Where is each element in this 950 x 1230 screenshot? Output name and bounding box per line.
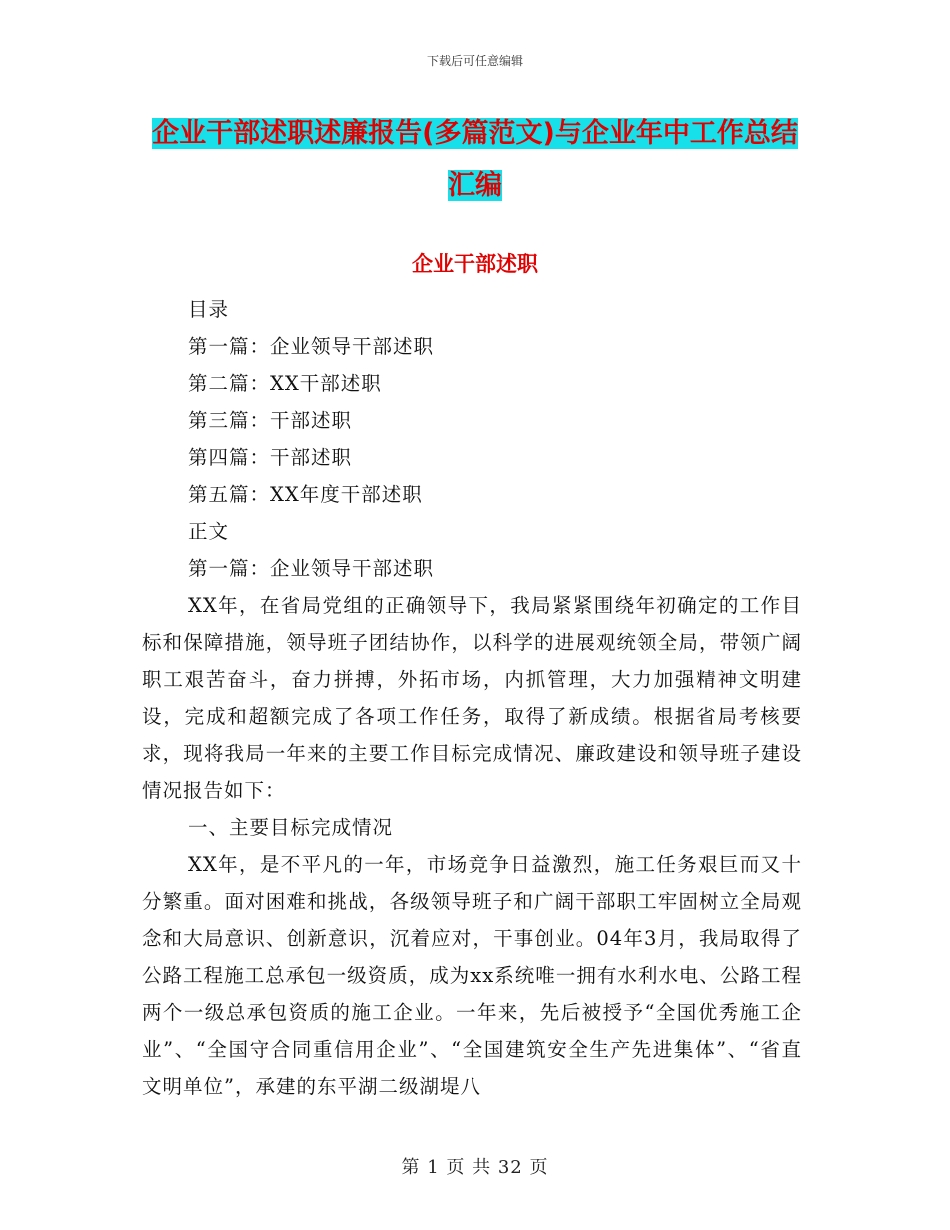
header-note: 下载后可任意编辑 — [426, 54, 523, 68]
paragraph: XX年，是不平凡的一年，市场竞争日益激烈，施工任务艰巨而又十分繁重。面对困难和挑战，各级领导班子和广阔干部职工牢固树立全局观念和大局意识、创新意识，沉着应对，干事创业。04年3月，我局取得了公路工程施工总承包一级资质，成为xx系统唯一拥有水利水电、公路工程两个一级总承包资质的施工企业。一年来，先后被授予“全国优秀施工企业”、“全国守合同重信用企业”、“全国建筑安全生产先进集体”、“省直文明单位”，承建的东平湖二级湖堤八 — [142, 853, 802, 1098]
paragraph: XX年，在省局党组的正确领导下，我局紧紧围绕年初确定的工作目标和保障措施，领导班子团结协作，以科学的进展观统领全局，带领广阔职工艰苦奋斗，奋力拼搏，外拓市场，内抓管理，大力加强精神文明建设，完成和超额完成了各项工作任务，取得了新成绩。根据省局考核要求，现将我局一年来的主要工作目标完成情况、廉政建设和领导班子建设情况报告如下： — [142, 594, 802, 802]
section-title: 企业干部述职 — [412, 252, 538, 276]
toc-heading: 目录 — [188, 298, 230, 321]
toc-item: 第一篇：企业领导干部述职 — [188, 335, 435, 358]
subsection-heading: 一、主要目标完成情况 — [188, 816, 394, 839]
document-title-text: 企业干部述职述廉报告(多篇范文)与企业年中工作总结汇编 — [152, 118, 798, 201]
toc-item: 第三篇：干部述职 — [188, 409, 353, 432]
document-body — [142, 291, 802, 1105]
toc-item: 第二篇：XX干部述职 — [188, 372, 382, 395]
toc-item: 第四篇：干部述职 — [188, 446, 353, 469]
chapter-title: 第一篇：企业领导干部述职 — [188, 557, 435, 580]
document-title — [140, 108, 810, 212]
body-heading: 正文 — [188, 520, 230, 543]
page-footer: 第 1 页 共 32 页 — [401, 1157, 549, 1178]
toc-item: 第五篇：XX年度干部述职 — [188, 483, 423, 506]
